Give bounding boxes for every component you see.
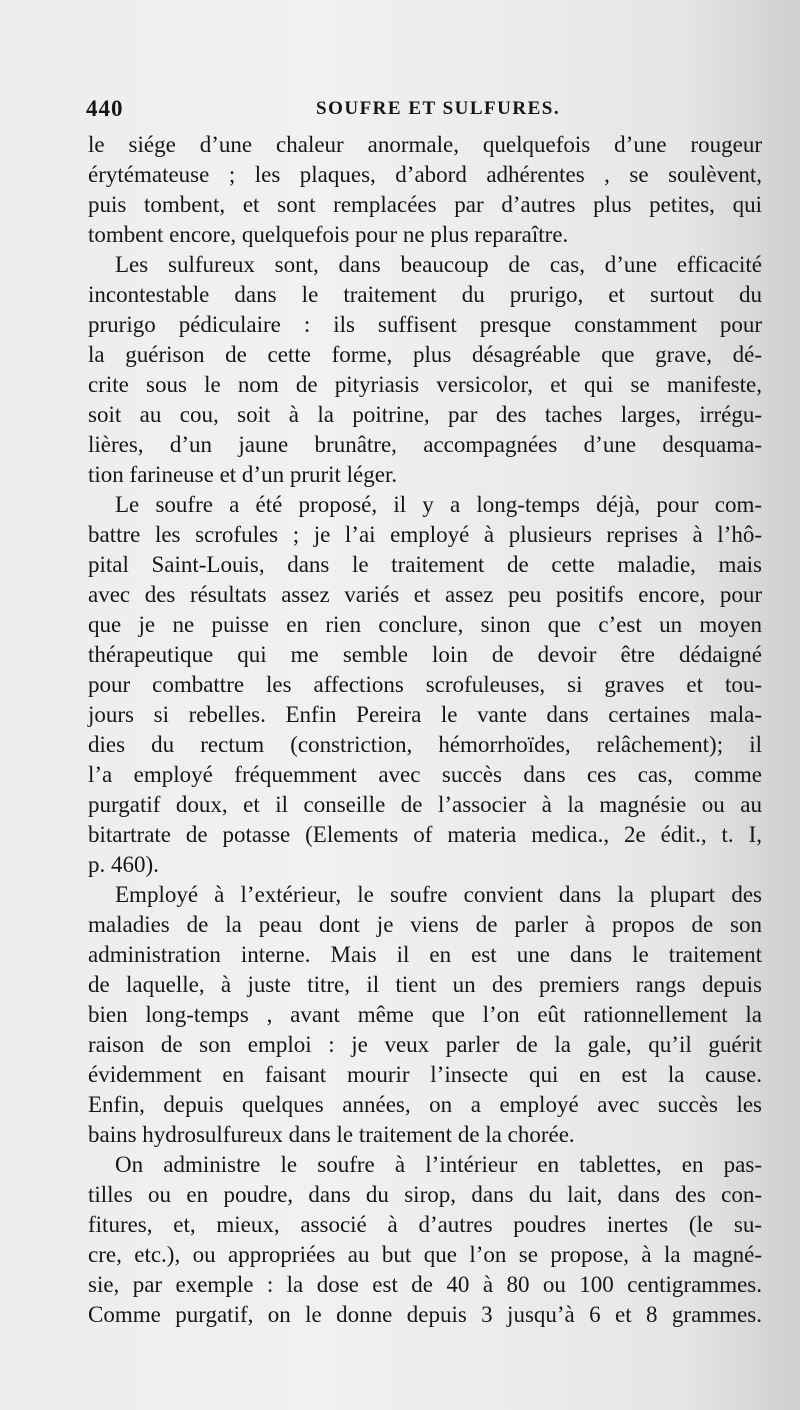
text-line: maladies de la peau dont je viens de parler à propos de son xyxy=(88,912,762,937)
text-line: tombent encore, quelquefois pour ne plus reparaître. xyxy=(88,222,569,247)
text-line: érytémateuse ; les plaques, d’abord adhérentes , se soulèvent, xyxy=(88,162,762,187)
text-line: Comme purgatif, on le donne depuis 3 jusqu’à 6 et 8 grammes. xyxy=(88,1302,762,1327)
text-line: lières, d’un jaune brunâtre, accompagnées d’une desquama- xyxy=(88,432,762,457)
text-line: tilles ou en poudre, dans du sirop, dans du lait, dans des con- xyxy=(88,1182,762,1207)
text-line: la guérison de cette forme, plus désagréable que grave, dé- xyxy=(88,342,762,367)
text-line: raison de son emploi : je veux parler de la gale, qu’il guérit xyxy=(88,1032,762,1057)
text-line: Le soufre a été proposé, il y a long-temps déjà, pour com- xyxy=(115,492,762,517)
text-line: Employé à l’extérieur, le soufre convient dans la plupart des xyxy=(115,882,762,907)
page-header xyxy=(86,96,766,126)
page-number: 440 xyxy=(86,96,124,121)
text-line: p. 460). xyxy=(88,852,159,877)
text-line: l’a employé fréquemment avec succès dans ces cas, comme xyxy=(88,762,762,787)
text-line: sie, par exemple : la dose est de 40 à 80 ou 100 centigrammes. xyxy=(88,1272,762,1297)
text-line: que je ne puisse en rien conclure, sinon que c’est un moyen xyxy=(88,612,762,637)
text-line: On administre le soufre à l’intérieur en tablettes, en pas- xyxy=(115,1152,762,1177)
text-line: pour combattre les affections scrofuleuses, si graves et tou- xyxy=(88,672,762,697)
text-line: Les sulfureux sont, dans beaucoup de cas, d’une efficacité xyxy=(115,252,762,277)
text-line: soit au cou, soit à la poitrine, par des taches larges, irrégu- xyxy=(88,402,762,427)
running-title: SOUFRE ET SULFURES. xyxy=(316,98,561,119)
text-line: incontestable dans le traitement du prurigo, et surtout du xyxy=(88,282,762,307)
text-line: bien long-temps , avant même que l’on eût rationnellement la xyxy=(88,1002,762,1027)
text-line: bitartrate de potasse (Elements of materia medica., 2e édit., t. I, xyxy=(88,822,762,847)
text-line: administration interne. Mais il en est une dans le traitement xyxy=(88,942,762,967)
text-line: le siége d’une chaleur anormale, quelquefois d’une rougeur xyxy=(88,132,762,157)
text-line: fitures, et, mieux, associé à d’autres poudres inertes (le su- xyxy=(88,1212,762,1237)
text-line: purgatif doux, et il conseille de l’associer à la magnésie ou au xyxy=(88,792,762,817)
text-line: cre, etc.), ou appropriées au but que l’on se propose, à la magné- xyxy=(88,1242,762,1267)
text-line: battre les scrofules ; je l’ai employé à plusieurs reprises à l’hô- xyxy=(88,522,762,547)
text-line: tion farineuse et d’un prurit léger. xyxy=(88,462,398,487)
text-line: puis tombent, et sont remplacées par d’autres plus petites, qui xyxy=(88,192,762,217)
text-line: thérapeutique qui me semble loin de devoir être dédaigné xyxy=(88,642,762,667)
text-line: avec des résultats assez variés et assez peu positifs encore, pour xyxy=(88,582,762,607)
text-line: pital Saint-Louis, dans le traitement de cette maladie, mais xyxy=(88,552,762,577)
text-line: bains hydrosulfureux dans le traitement de la chorée. xyxy=(88,1122,575,1147)
text-line: jours si rebelles. Enfin Pereira le vante dans certaines mala- xyxy=(88,702,762,727)
text-line: de laquelle, à juste titre, il tient un des premiers rangs depuis xyxy=(88,972,762,997)
text-line: crite sous le nom de pityriasis versicolor, et qui se manifeste, xyxy=(88,372,762,397)
text-line: dies du rectum (constriction, hémorrhoïdes, relâchement); il xyxy=(88,732,762,757)
text-line: évidemment en faisant mourir l’insecte qui en est la cause. xyxy=(88,1062,762,1087)
text-line: Enfin, depuis quelques années, on a employé avec succès les xyxy=(88,1092,762,1117)
text-line: prurigo pédiculaire : ils suffisent presque constamment pour xyxy=(88,312,762,337)
